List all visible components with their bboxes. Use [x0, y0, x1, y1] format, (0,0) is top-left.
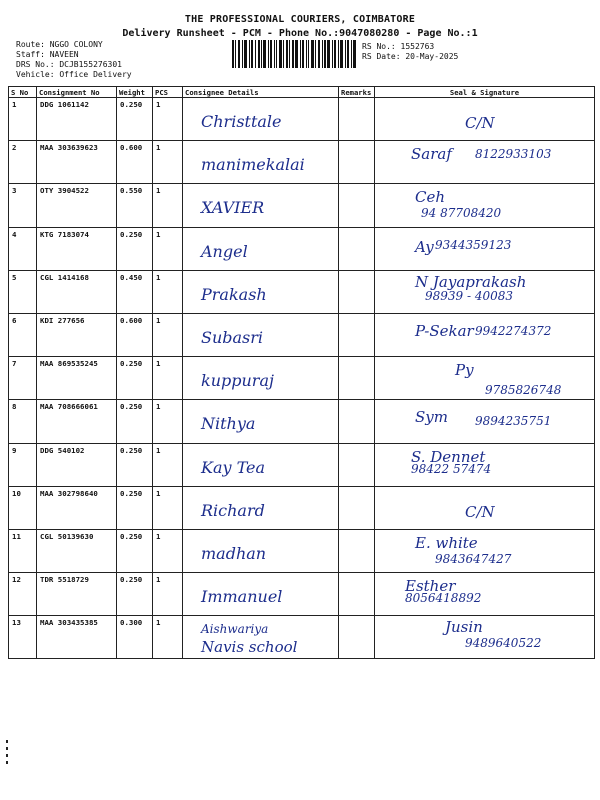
col-header-consignment: Consignment No [37, 87, 117, 98]
table-header-row [9, 87, 595, 98]
row-pcs: 1 [153, 141, 183, 184]
signature-phone-number: 9843647427 [435, 551, 512, 566]
row-sno: 2 [9, 141, 37, 184]
row-sno: 8 [9, 400, 37, 443]
vehicle-label: Vehicle: Office Delivery [16, 70, 132, 79]
signature-handwriting: Ceh [415, 188, 446, 207]
row-consignee-cell [183, 573, 339, 616]
row-remarks [339, 141, 375, 184]
runsheet-subtitle: Delivery Runsheet - PCM - Phone No.:9047080280 - Page No.:1 [122, 28, 478, 39]
row-consignment-no: DDG 540102 [37, 443, 117, 486]
row-pcs: 1 [153, 486, 183, 529]
signature-phone-number: 9894235751 [475, 414, 552, 429]
consignee-handwriting: Prakash [201, 284, 267, 304]
table-row [9, 227, 595, 270]
row-sno: 3 [9, 184, 37, 227]
row-signature-cell [375, 529, 595, 572]
row-consignee-cell [183, 400, 339, 443]
row-pcs: 1 [153, 227, 183, 270]
consignee-handwriting: madhan [201, 543, 267, 563]
col-header-pcs: PCS [153, 87, 183, 98]
consignee-handwriting: Angel [201, 241, 248, 261]
row-signature-cell [375, 443, 595, 486]
barcode-image [232, 40, 356, 68]
row-sno: 9 [9, 443, 37, 486]
row-sno: 7 [9, 357, 37, 400]
row-sno: 5 [9, 270, 37, 313]
row-weight: 0.250 [117, 573, 153, 616]
table-row [9, 184, 595, 227]
row-consignment-no: MAA 303435385 [37, 616, 117, 659]
col-header-sno: S No [9, 87, 37, 98]
row-pcs: 1 [153, 184, 183, 227]
row-remarks [339, 313, 375, 356]
table-row [9, 270, 595, 313]
row-signature-cell [375, 141, 595, 184]
row-weight: 0.600 [117, 141, 153, 184]
row-weight: 0.250 [117, 400, 153, 443]
row-pcs: 1 [153, 98, 183, 141]
signature-handwriting: C/N [465, 114, 495, 132]
row-consignment-no: MAA 869535245 [37, 357, 117, 400]
table-row [9, 141, 595, 184]
consignee-handwriting: Nithya [201, 414, 256, 434]
row-signature-cell [375, 400, 595, 443]
row-signature-cell [375, 313, 595, 356]
col-header-consignee: Consignee Details [183, 87, 339, 98]
table-row [9, 573, 595, 616]
staff-label: Staff: NAVEEN [16, 50, 79, 59]
company-title: THE PROFESSIONAL COURIERS, COIMBATORE [184, 14, 416, 25]
table-row [9, 443, 595, 486]
col-header-remarks: Remarks [339, 87, 375, 98]
signature-phone-number: 94 87708420 [421, 206, 502, 221]
drs-label: DRS No.: DCJB155276301 [16, 60, 122, 69]
row-consignee-cell [183, 184, 339, 227]
signature-handwriting: Esther [405, 577, 456, 596]
row-sno: 10 [9, 486, 37, 529]
row-weight: 0.250 [117, 98, 153, 141]
row-pcs: 1 [153, 357, 183, 400]
row-pcs: 1 [153, 443, 183, 486]
row-sno: 4 [9, 227, 37, 270]
row-remarks [339, 184, 375, 227]
col-header-seal: Seal & Signature [375, 87, 595, 98]
signature-handwriting: Py [455, 361, 474, 380]
row-consignee-cell [183, 443, 339, 486]
row-signature-cell [375, 184, 595, 227]
row-remarks [339, 573, 375, 616]
row-consignee-cell [183, 313, 339, 356]
signature-handwriting: Jusin [445, 618, 483, 637]
signature-handwriting: S. Dennet [411, 447, 486, 466]
table-row [9, 616, 595, 659]
row-weight: 0.250 [117, 227, 153, 270]
row-consignment-no: KTG 7183074 [37, 227, 117, 270]
row-consignee-cell [183, 529, 339, 572]
row-pcs: 1 [153, 616, 183, 659]
signature-phone-number: 8056418892 [405, 591, 482, 606]
signature-handwriting: P-Sekar [415, 321, 474, 340]
row-consignee-cell [183, 616, 339, 659]
runsheet-info-right [362, 42, 458, 62]
row-consignee-cell [183, 227, 339, 270]
signature-phone-number: 98939 - 40083 [425, 288, 514, 303]
row-sno: 12 [9, 573, 37, 616]
row-consignee-cell [183, 357, 339, 400]
row-remarks [339, 529, 375, 572]
row-weight: 0.300 [117, 616, 153, 659]
signature-handwriting: Sym [415, 408, 448, 427]
row-weight: 0.250 [117, 443, 153, 486]
row-consignment-no: MAA 303639623 [37, 141, 117, 184]
signature-handwriting: Saraf [411, 145, 452, 164]
row-consignment-no: CGL 1414168 [37, 270, 117, 313]
row-consignee-cell [183, 98, 339, 141]
col-header-weight: Weight [117, 87, 153, 98]
runsheet-table [8, 86, 595, 659]
consignee-handwriting: Richard [201, 500, 265, 520]
row-remarks [339, 400, 375, 443]
row-remarks [339, 227, 375, 270]
signature-handwriting: Ay [415, 237, 434, 256]
table-row [9, 357, 595, 400]
rs-date-label: RS Date: 20-May-2025 [362, 52, 459, 61]
row-weight: 0.250 [117, 357, 153, 400]
row-remarks [339, 443, 375, 486]
row-consignment-no: KDI 277656 [37, 313, 117, 356]
route-label: Route: NGGO COLONY [16, 40, 103, 49]
row-weight: 0.250 [117, 529, 153, 572]
consignee-handwriting: Christtale [201, 112, 282, 131]
row-consignee-cell [183, 486, 339, 529]
row-signature-cell [375, 573, 595, 616]
signature-phone-number: 98422 57474 [411, 461, 492, 476]
row-pcs: 1 [153, 573, 183, 616]
consignee-handwriting: Immanuel [201, 587, 283, 607]
row-pcs: 1 [153, 270, 183, 313]
row-consignment-no: MAA 708666061 [37, 400, 117, 443]
row-sno: 13 [9, 616, 37, 659]
row-pcs: 1 [153, 313, 183, 356]
row-pcs: 1 [153, 529, 183, 572]
runsheet-info-left [16, 40, 132, 80]
row-signature-cell [375, 227, 595, 270]
row-signature-cell [375, 616, 595, 659]
row-pcs: 1 [153, 400, 183, 443]
signature-phone-number: 9489640522 [465, 636, 542, 651]
table-row [9, 400, 595, 443]
signature-phone-number: 9785826748 [485, 383, 562, 398]
consignee-handwriting: Aishwariya [201, 622, 269, 637]
signature-handwriting: E. white [415, 533, 478, 552]
rs-number-label: RS No.: 1552763 [362, 42, 435, 51]
signature-handwriting: N Jayaprakash [415, 272, 527, 291]
row-weight: 0.250 [117, 486, 153, 529]
table-row [9, 313, 595, 356]
consignee-handwriting-line2: Navis school [201, 638, 298, 657]
table-row [9, 98, 595, 141]
consignee-handwriting: kuppuraj [201, 371, 274, 391]
row-signature-cell [375, 357, 595, 400]
row-weight: 0.450 [117, 270, 153, 313]
signature-handwriting: C/N [465, 502, 495, 521]
punch-marks [6, 740, 10, 768]
table-row [9, 529, 595, 572]
row-signature-cell [375, 486, 595, 529]
signature-phone-number: 9344359123 [435, 237, 512, 252]
row-weight: 0.550 [117, 184, 153, 227]
row-signature-cell [375, 98, 595, 141]
row-remarks [339, 616, 375, 659]
row-sno: 6 [9, 313, 37, 356]
consignee-handwriting: Subasri [201, 327, 264, 347]
row-remarks [339, 357, 375, 400]
row-remarks [339, 98, 375, 141]
row-consignment-no: CGL 50139630 [37, 529, 117, 572]
signature-phone-number: 8122933103 [475, 147, 552, 162]
row-consignment-no: OTY 3904522 [37, 184, 117, 227]
row-remarks [339, 486, 375, 529]
row-sno: 1 [9, 98, 37, 141]
row-consignment-no: DDG 1061142 [37, 98, 117, 141]
consignee-handwriting: XAVIER [201, 198, 265, 218]
row-sno: 11 [9, 529, 37, 572]
row-signature-cell [375, 270, 595, 313]
row-consignment-no: MAA 302798640 [37, 486, 117, 529]
row-consignee-cell [183, 141, 339, 184]
table-row [9, 486, 595, 529]
signature-phone-number: 9942274372 [475, 323, 552, 338]
row-consignment-no: TDR 5518729 [37, 573, 117, 616]
consignee-handwriting: manimekalai [201, 155, 305, 175]
row-remarks [339, 270, 375, 313]
consignee-handwriting: Kay Tea [201, 457, 266, 477]
row-consignee-cell [183, 270, 339, 313]
row-weight: 0.600 [117, 313, 153, 356]
